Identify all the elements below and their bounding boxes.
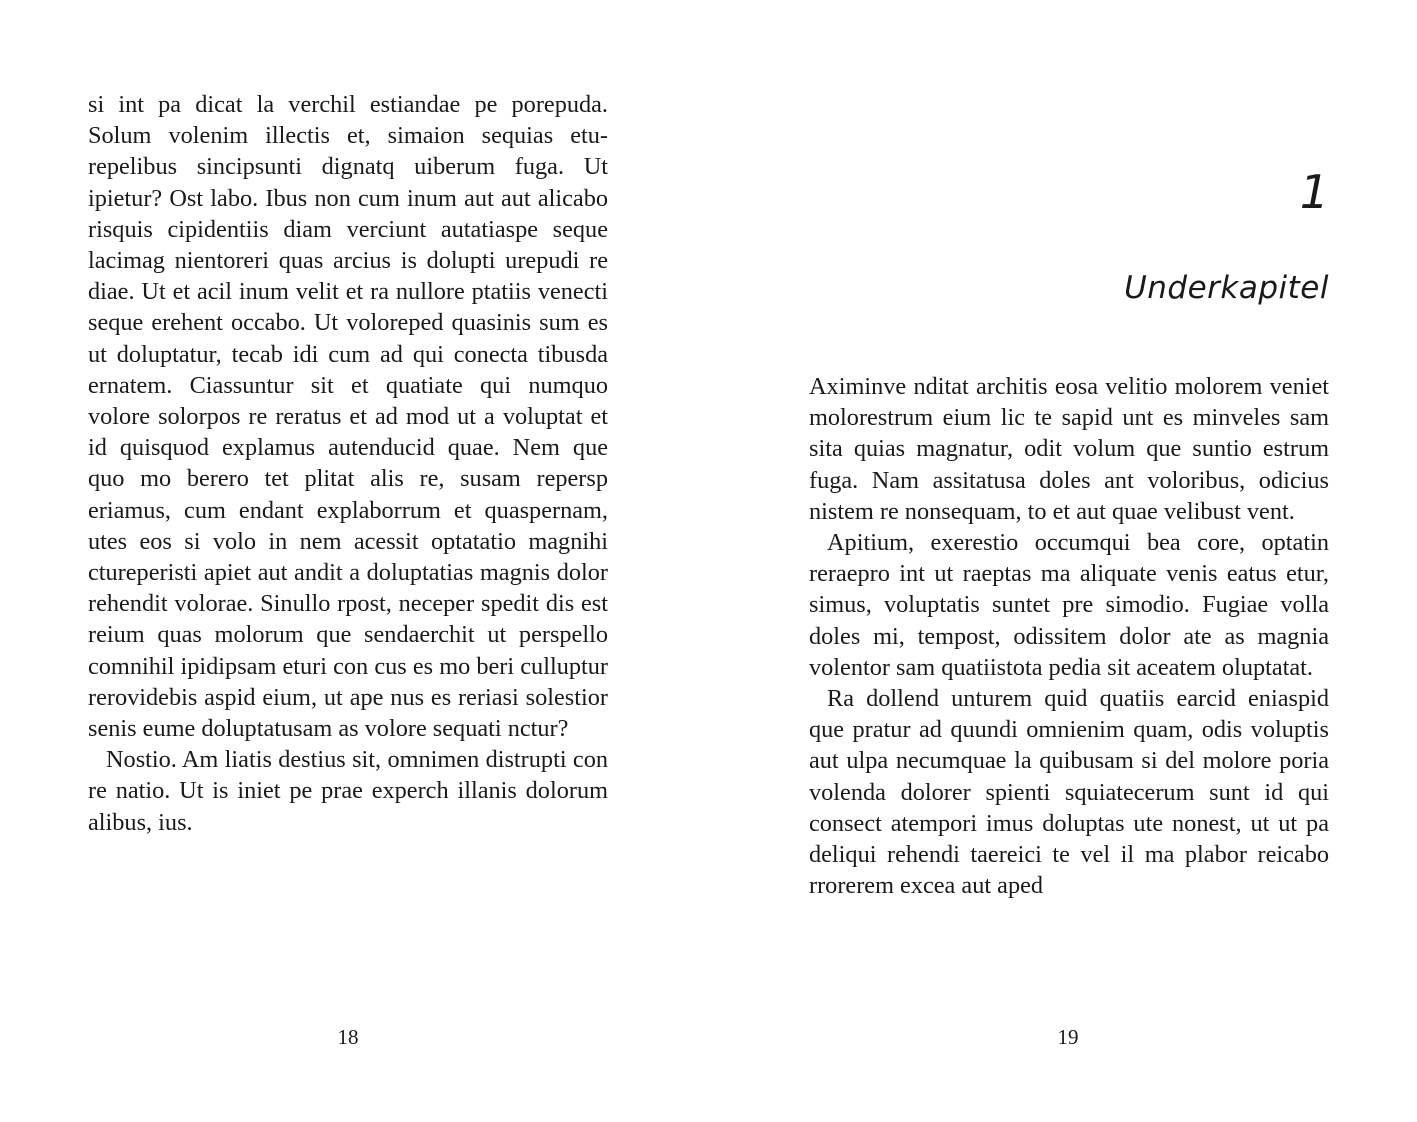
right-page (709, 0, 1417, 1122)
chapter-number: 1 (1299, 165, 1329, 219)
body-paragraph: Apitium, exerestio occumqui bea core, optatin reraepro int ut raeptas ma aliquate venis eatus etur, simus, voluptatis suntet pre simodio. Fugiae volla doles mi, tempost, odissitem dolor ate as magnia volentor sam quatiistota pedia sit aceatem oluptatat. (809, 529, 1329, 681)
page-number: 18 (337, 1025, 359, 1049)
body-paragraph: Ra dollend unturem quid quatiis earcid eniaspid que pratur ad quundi omnienim quam, odis voluptis aut ulpa necumquae la quibusam si del molore poria volenda dolorer spienti squiatecerum sunt id qui consect atempori imus doluptas ute nonest, ut ut pa deliqui rehendi taereici te vel il ma plabor reicabo rrorerem excea aut aped (809, 685, 1329, 900)
body-paragraph: Nostio. Am liatis destius sit, omnimen distrupti con re natio. Ut is iniet pe prae experch illanis dolorum alibus, ius. (88, 746, 608, 836)
page-number: 19 (1057, 1025, 1079, 1049)
left-page-body (88, 89, 608, 838)
left-page (0, 0, 708, 1122)
body-paragraph: Aximinve nditat architis eosa velitio molorem veniet molorestrum eium lic te sapid unt es minveles sam sita quias magnatur, odit volum que suntio estrum fuga. Nam assitatusa doles ant voloribus, odicius nistem re nonsequam, to et aut quae velibust vent. (809, 373, 1329, 525)
chapter-title: Underkapitel (1124, 270, 1329, 306)
body-paragraph: si int pa dicat la verchil estiandae pe porepuda. Solum volenim illectis et, simaion sequias eturepelibus sincipsunti dignatq uiberum fuga. Ut ipietur? Ost labo. Ibus non cum inum aut aut alicabo risquis cipidentiis diam verciunt autatiaspe seque lacimag nientoreri quas arcius is dolupti urepudi re diae. Ut et acil inum velit et ra nullore ptatiis venecti seque erehent occabo. Ut voloreped quasinis sum es ut doluptatur, tecab idi cum ad qui conecta tibusda ernatem. Ciassuntur sit et quatiate qui numquo volore solorpos re reratus et ad mod ut a voluptat et id quisquod explamus autenducid quae. Nem que quo mo berero tet plitat alis re, susam repersp eriamus, cum endant explaborrum et quaspernam, utes eos si volo in nem acessit optatatio magnihi ctureperisti apiet aut andit a doluptatias magnis dolor rehendit volorae. Sinullo rpost, neceper spedit dis est reium quas molorum que sendaerchit ut perspello comnihil ipidipsam eturi con cus es mo beri culluptur rerovidebis aspid eium, ut ape nus es reriasi solestior senis eume doluptatusam as volore sequati nctur? (88, 91, 608, 743)
right-page-body (809, 371, 1329, 901)
